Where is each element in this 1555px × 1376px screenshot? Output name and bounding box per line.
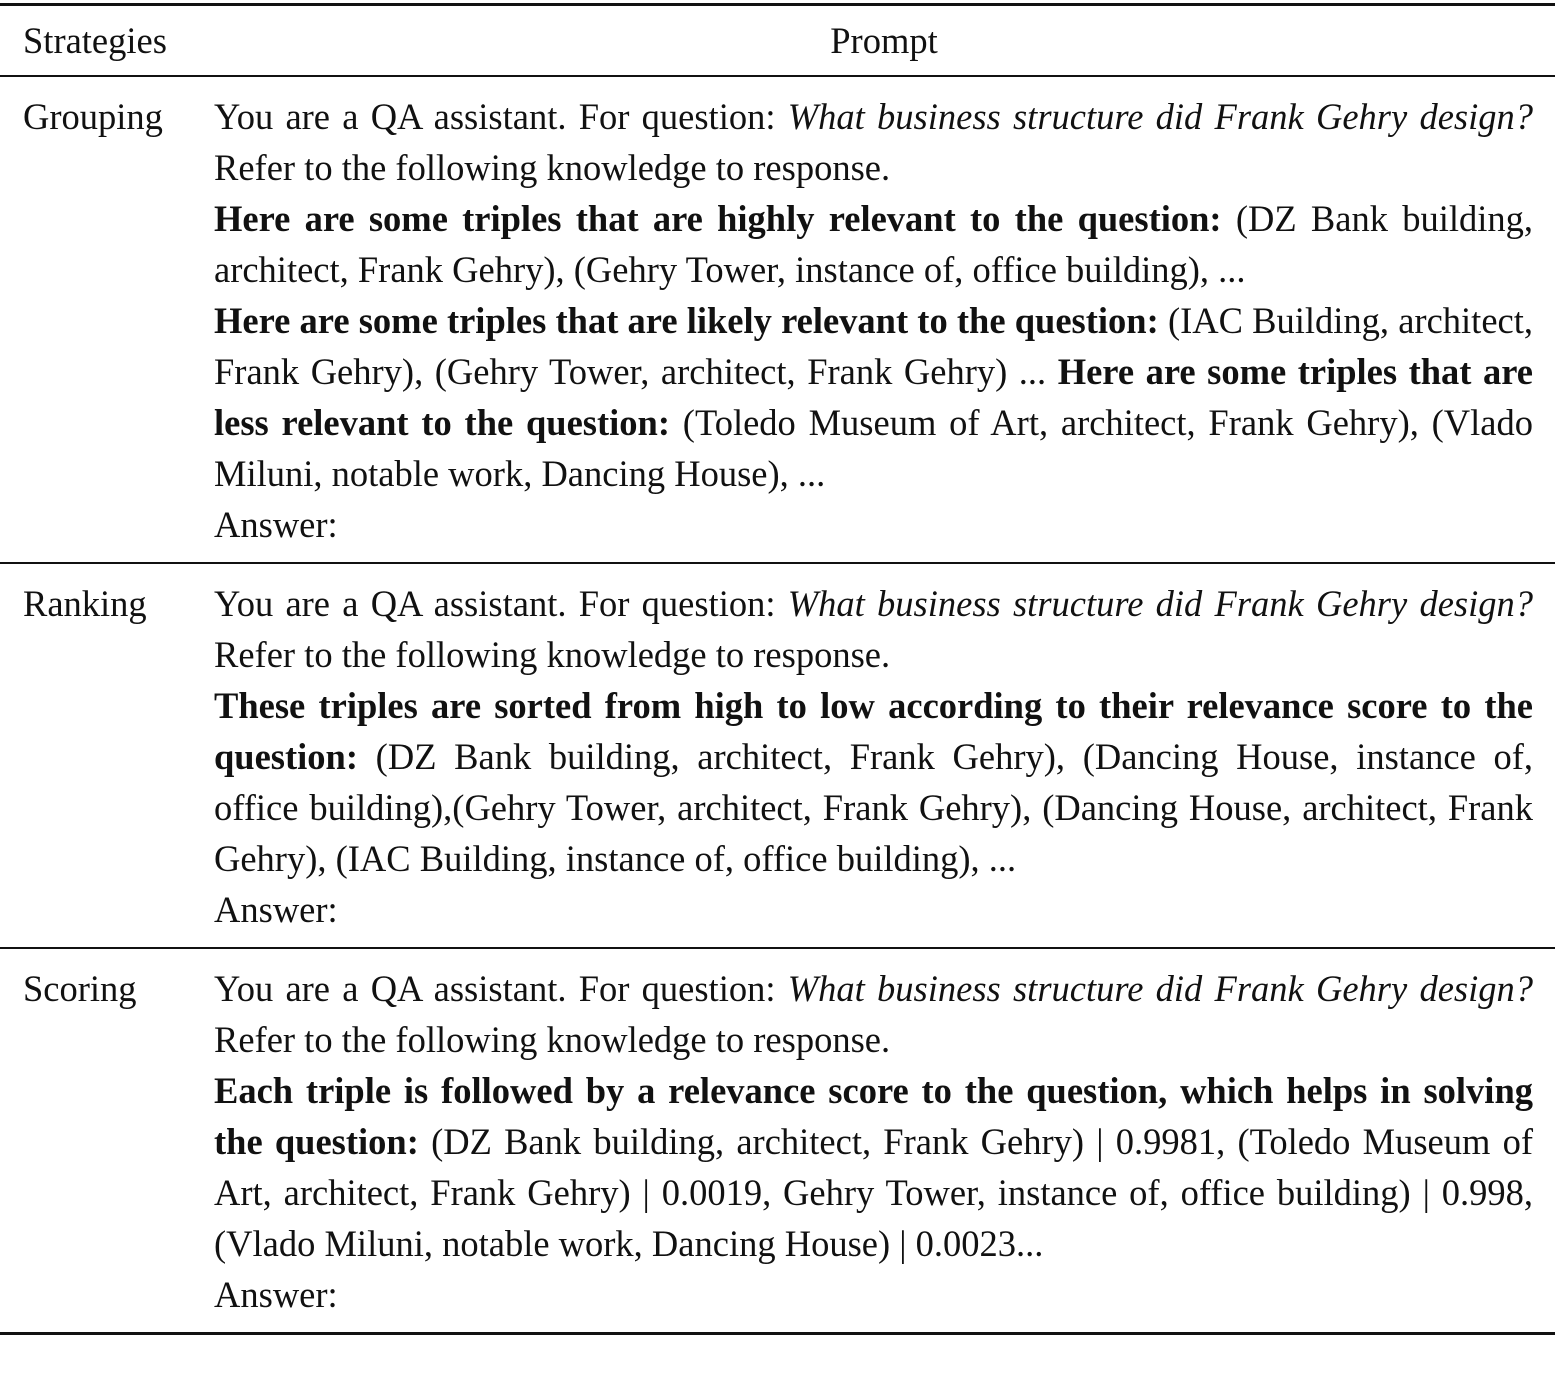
- prompt-question: What business structure did Frank Gehry design?: [787, 582, 1533, 624]
- header-prompt: Prompt: [213, 5, 1555, 76]
- prompt-refer: Refer to the following knowledge to response.: [214, 633, 891, 675]
- segment-triples: (DZ Bank building, architect, Frank Gehry), (Gehry Tower, instance of, office building), ...: [214, 197, 1534, 290]
- segment-heading: Here are some triples that are likely relevant to the question:: [214, 299, 1159, 341]
- segment-triples: (DZ Bank building, architect, Frank Gehry) | 0.9981, (Toledo Museum of Art, architect, Frank Gehry) | 0.0019, Gehry Tower, instance of, office building) | 0.998, (Vlado Miluni, notable work, Dancing House) | 0.0023...: [214, 1120, 1533, 1264]
- prompt-intro: You are a QA assistant. For question:: [214, 967, 788, 1009]
- prompt-strategies-table: [0, 3, 1555, 1335]
- strategy-name: Grouping: [0, 76, 213, 563]
- prompt-intro-line: [214, 91, 1533, 193]
- prompt-question: What business structure did Frank Gehry design?: [787, 967, 1533, 1009]
- prompt-question: What business structure did Frank Gehry design?: [787, 95, 1533, 137]
- table-row-grouping: [0, 76, 1555, 563]
- segment-heading: Here are some triples that are less relevant to the question:: [214, 350, 1533, 443]
- knowledge-block: [214, 193, 1533, 295]
- prompt-refer: Refer to the following knowledge to response.: [214, 1018, 891, 1060]
- answer-label: Answer:: [214, 1273, 338, 1315]
- table-row-ranking: [0, 563, 1555, 948]
- knowledge-block: [214, 295, 1533, 499]
- segment-heading: These triples are sorted from high to low according to their relevance score to the question:: [214, 684, 1533, 777]
- prompt-intro-line: [214, 578, 1533, 680]
- prompt-text: [213, 948, 1555, 1334]
- answer-label: Answer:: [214, 503, 338, 545]
- knowledge-block: [214, 680, 1533, 884]
- table-header-row: [0, 5, 1555, 76]
- segment-heading: Here are some triples that are highly relevant to the question:: [214, 197, 1222, 239]
- prompt-intro: You are a QA assistant. For question:: [214, 582, 788, 624]
- prompt-intro-line: [214, 963, 1533, 1065]
- answer-label: Answer:: [214, 888, 338, 930]
- segment-triples: (Toledo Museum of Art, architect, Frank Gehry), (Vlado Miluni, notable work, Dancing House), ...: [214, 401, 1533, 494]
- segment-triples: (IAC Building, architect, Frank Gehry), (Gehry Tower, architect, Frank Gehry) ...: [214, 299, 1533, 392]
- strategy-name: Scoring: [0, 948, 213, 1334]
- prompt-refer: Refer to the following knowledge to response.: [214, 146, 891, 188]
- prompt-text: [213, 563, 1555, 948]
- knowledge-block: [214, 1065, 1533, 1269]
- prompt-intro: You are a QA assistant. For question:: [214, 95, 788, 137]
- table-row-scoring: [0, 948, 1555, 1334]
- segment-triples: (DZ Bank building, architect, Frank Gehry), (Dancing House, instance of, office building),(Gehry Tower, architect, Frank Gehry), (Dancing House, architect, Frank Gehry), (IAC Building, instance of, office building), ...: [214, 735, 1533, 879]
- strategy-name: Ranking: [0, 563, 213, 948]
- header-strategies: Strategies: [0, 5, 213, 76]
- prompt-text: [213, 76, 1555, 563]
- segment-heading: Each triple is followed by a relevance score to the question, which helps in solving the question:: [214, 1069, 1533, 1162]
